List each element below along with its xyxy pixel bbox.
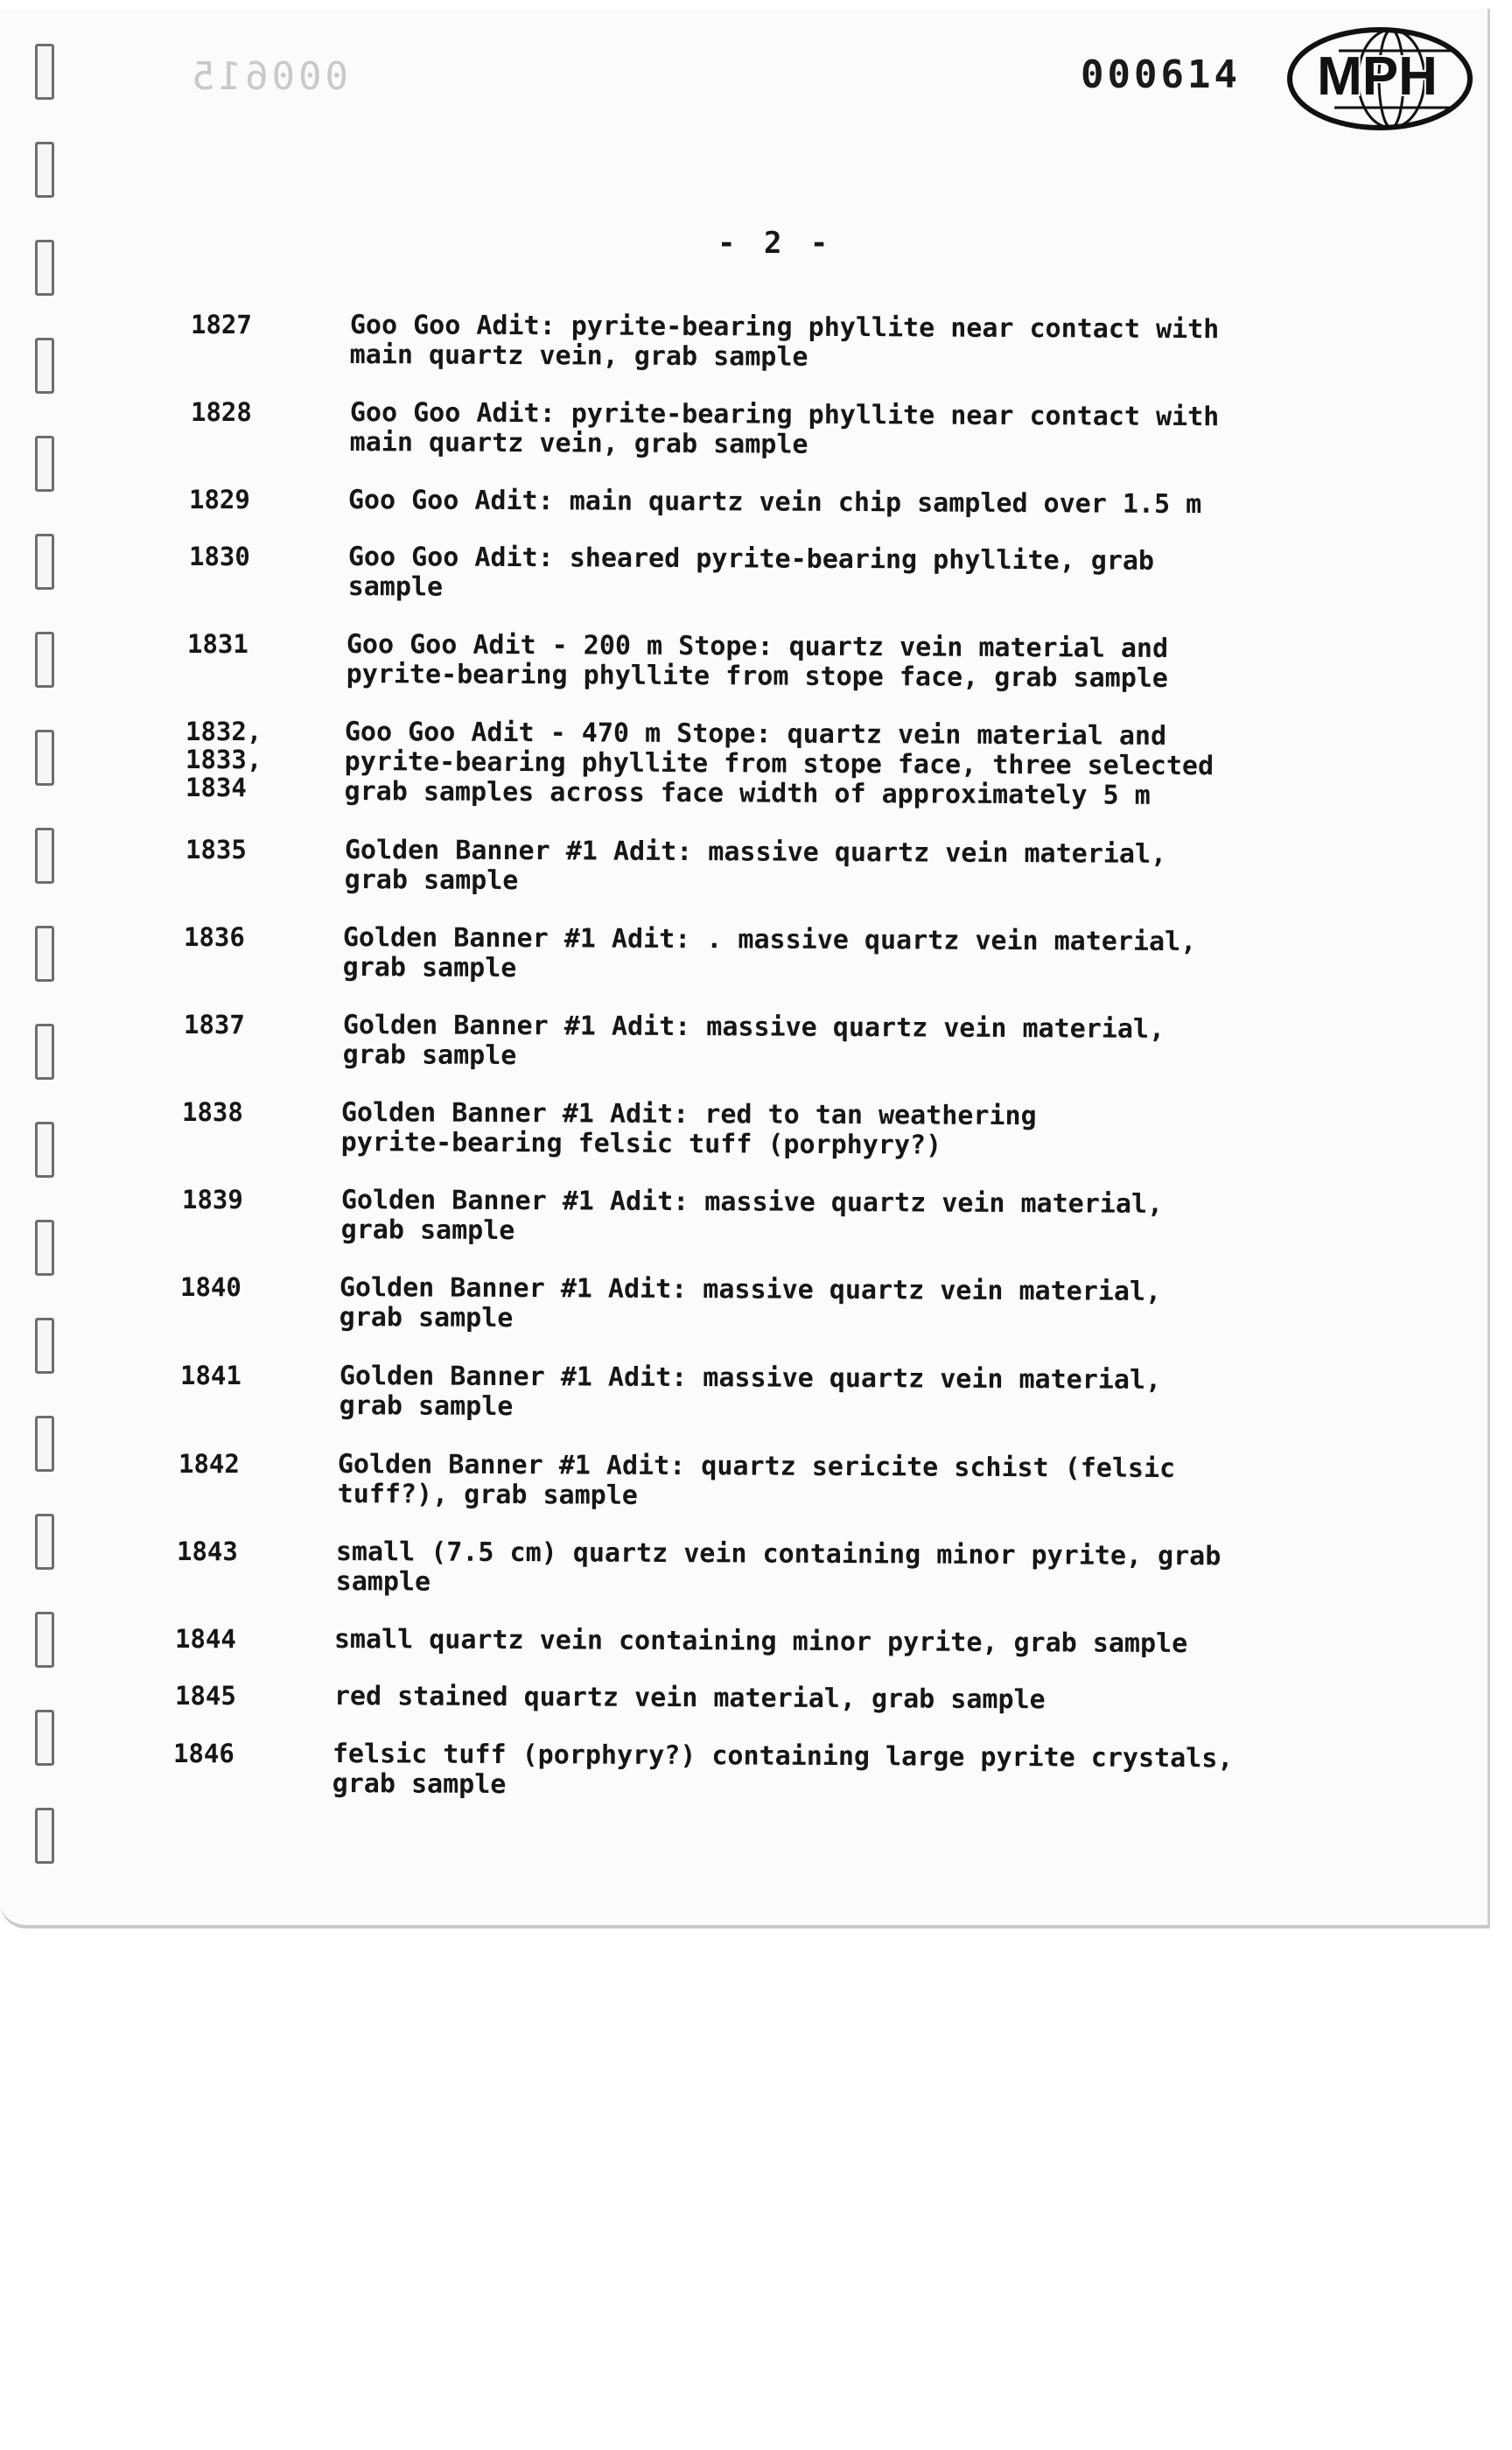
sample-number: 1827	[191, 310, 252, 340]
sample-description: Goo Goo Adit: sheared pyrite-bearing phyllite, grab sample	[347, 542, 1155, 603]
sample-description: Goo Goo Adit - 470 m Stope: quartz vein material and pyrite-bearing phyllite from stope face, three selected grab samples across face width of approximately 5 m	[344, 717, 1214, 811]
binder-holes	[35, 44, 61, 1881]
sample-description: Goo Goo Adit: pyrite-bearing phyllite near contact with main quartz vein, grab sample	[349, 397, 1220, 460]
sample-description: Golden Banner #1 Adit: massive quartz vein material, grab sample	[344, 835, 1167, 897]
sample-number: 1838	[182, 1097, 243, 1127]
binder-hole	[35, 534, 54, 590]
binder-hole	[35, 1024, 54, 1080]
binder-hole	[35, 436, 54, 492]
sample-number: 1831	[187, 629, 248, 659]
binder-hole	[35, 1514, 54, 1570]
binder-hole	[35, 1808, 54, 1864]
page-number: - 2 -	[718, 226, 834, 261]
sample-number: 1837	[184, 1010, 245, 1040]
sample-description: small quartz vein containing minor pyrite, grab sample	[333, 1624, 1188, 1660]
sample-number: 1842	[178, 1449, 240, 1479]
binder-hole	[35, 1612, 54, 1668]
bleed-through-number: 000615	[188, 54, 348, 99]
binder-hole	[35, 338, 54, 394]
sample-number: 1840	[180, 1272, 242, 1302]
sample-description: Golden Banner #1 Adit: . massive quartz vein material, grab sample	[342, 922, 1197, 984]
binder-hole	[35, 44, 54, 100]
sample-number: 1830	[189, 542, 250, 571]
sample-description: Golden Banner #1 Adit: massive quartz vein material, grab sample	[339, 1272, 1162, 1334]
sample-number: 1846	[173, 1739, 234, 1768]
binder-hole	[35, 1710, 54, 1766]
sample-number: 1835	[186, 835, 247, 864]
sample-description: Goo Goo Adit - 200 m Stope: quartz vein material and pyrite-bearing phyllite from stope face, grab sample	[346, 629, 1169, 694]
sample-number: 1828	[191, 397, 252, 427]
document-number: 000614	[1081, 52, 1241, 97]
sample-number: 1845	[175, 1681, 236, 1711]
binder-hole	[35, 142, 54, 198]
sample-number: 1829	[189, 485, 250, 514]
binder-hole	[35, 240, 54, 296]
sample-number: 1844	[175, 1624, 236, 1654]
sample-description: Golden Banner #1 Adit: massive quartz vein material, grab sample	[340, 1185, 1164, 1247]
binder-hole	[35, 632, 54, 688]
binder-hole	[35, 828, 54, 884]
sample-number: 1841	[180, 1361, 242, 1390]
sample-number: 1832, 1833, 1834	[186, 717, 262, 802]
sample-number: 1836	[184, 922, 245, 952]
binder-hole	[35, 730, 54, 786]
sample-description: Golden Banner #1 Adit: quartz sericite schist (felsic tuff?), grab sample	[337, 1449, 1176, 1511]
binder-hole	[35, 1416, 54, 1472]
sample-description: Golden Banner #1 Adit: red to tan weathering pyrite-bearing felsic tuff (porphyry?)	[340, 1097, 1037, 1161]
sample-description: Goo Goo Adit: main quartz vein chip sampled over 1.5 m	[347, 485, 1202, 521]
binder-hole	[35, 1318, 54, 1374]
binder-hole	[35, 1122, 54, 1178]
sample-description: Golden Banner #1 Adit: massive quartz vein material, grab sample	[342, 1010, 1166, 1072]
binder-hole	[35, 1220, 54, 1276]
logo-text: MPH	[1317, 46, 1438, 107]
binder-hole	[35, 926, 54, 982]
sample-description: Golden Banner #1 Adit: massive quartz vein material, grab sample	[339, 1361, 1162, 1423]
mph-logo	[1286, 24, 1474, 134]
sample-number: 1843	[177, 1536, 238, 1566]
sample-description: felsic tuff (porphyry?) containing large pyrite crystals, grab sample	[332, 1739, 1234, 1801]
sample-description: small (7.5 cm) quartz vein containing minor pyrite, grab sample	[335, 1536, 1222, 1598]
sample-description: Goo Goo Adit: pyrite-bearing phyllite near contact with main quartz vein, grab sample	[349, 310, 1220, 373]
sample-number: 1839	[182, 1185, 243, 1214]
sample-description: red stained quartz vein material, grab sample	[333, 1681, 1046, 1716]
